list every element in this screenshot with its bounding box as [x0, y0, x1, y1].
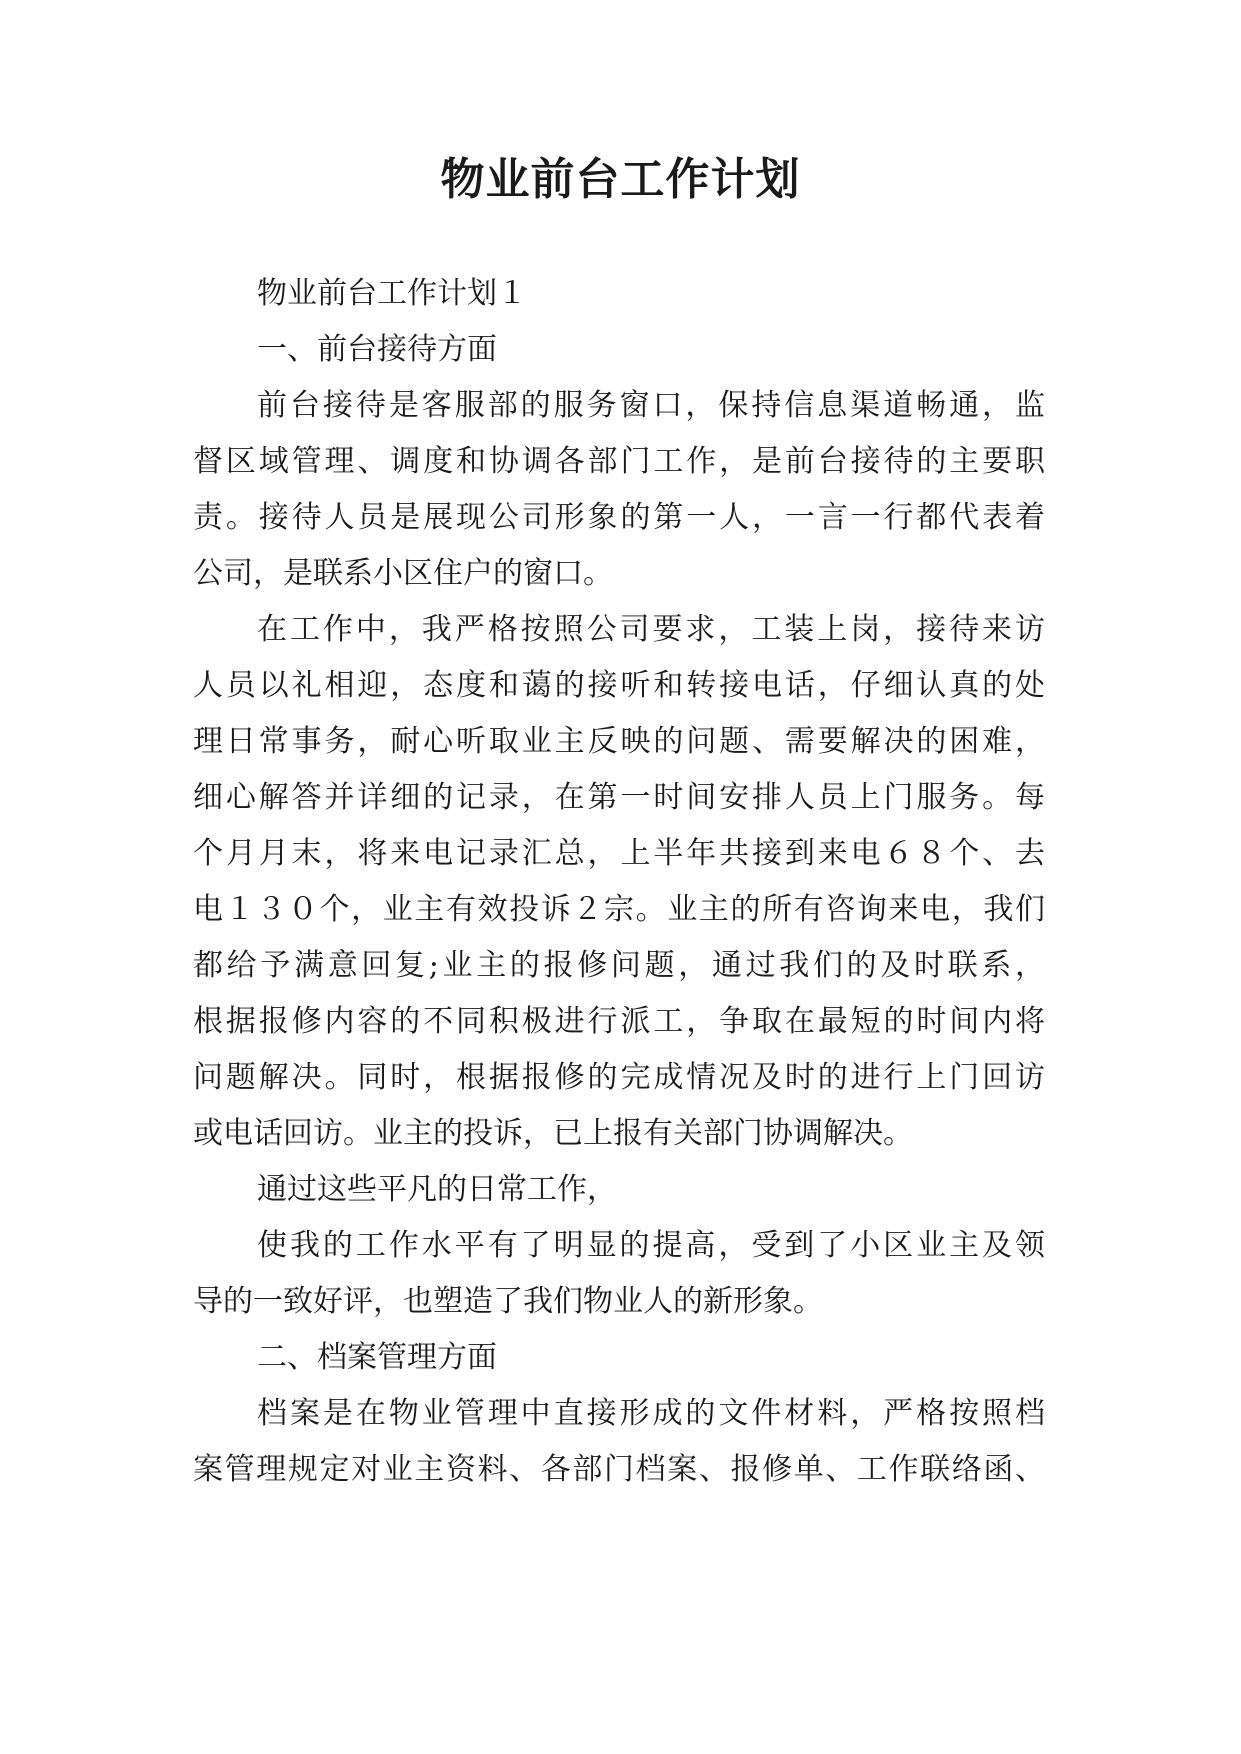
- paragraph-line: 都给予满意回复;业主的报修问题，通过我们的及时联系，: [193, 948, 1045, 983]
- paragraph-line: 责。接待人员是展现公司形象的第一人，一言一行都代表着: [193, 500, 1045, 535]
- paragraph-line: 问题解决。同时，根据报修的完成情况及时的进行上门回访: [193, 1060, 1045, 1095]
- paragraph-line: 根据报修内容的不同积极进行派工，争取在最短的时间内将: [193, 1004, 1045, 1039]
- paragraph-line: 使我的工作水平有了明显的提高，受到了小区业主及领: [257, 1228, 1045, 1263]
- page-title: 物业前台工作计划: [440, 154, 801, 205]
- paragraph-line: 人员以礼相迎，态度和蔼的接听和转接电话，仔细认真的处: [193, 668, 1045, 703]
- paragraph-line: 公司，是联系小区住户的窗口。: [193, 556, 613, 591]
- subsection-heading: 二、档案管理方面: [257, 1340, 497, 1375]
- paragraph-line: 导的一致好评，也塑造了我们物业人的新形象。: [193, 1284, 823, 1319]
- paragraph-line: 理日常事务，耐心听取业主反映的问题、需要解决的困难，: [193, 724, 1045, 759]
- paragraph-line: 档案是在物业管理中直接形成的文件材料，严格按照档: [257, 1396, 1045, 1431]
- paragraph-line: 个月月末，将来电记录汇总，上半年共接到来电６８个、去: [193, 836, 1045, 871]
- paragraph-line: 案管理规定对业主资料、各部门档案、报修单、工作联络函、: [193, 1452, 1045, 1487]
- subsection-heading: 一、前台接待方面: [257, 332, 497, 367]
- paragraph-line: 细心解答并详细的记录，在第一时间安排人员上门服务。每: [193, 780, 1045, 815]
- section-heading: 物业前台工作计划１: [257, 276, 527, 311]
- paragraph-line: 督区域管理、调度和协调各部门工作，是前台接待的主要职: [193, 444, 1045, 479]
- paragraph-line: 电１３０个，业主有效投诉２宗。业主的所有咨询来电，我们: [193, 892, 1045, 927]
- paragraph-line: 在工作中，我严格按照公司要求，工装上岗，接待来访: [257, 612, 1045, 647]
- paragraph-line: 通过这些平凡的日常工作，: [257, 1172, 617, 1207]
- paragraph-line: 前台接待是客服部的服务窗口，保持信息渠道畅通，监: [257, 388, 1045, 423]
- paragraph-line: 或电话回访。业主的投诉，已上报有关部门协调解决。: [193, 1116, 913, 1151]
